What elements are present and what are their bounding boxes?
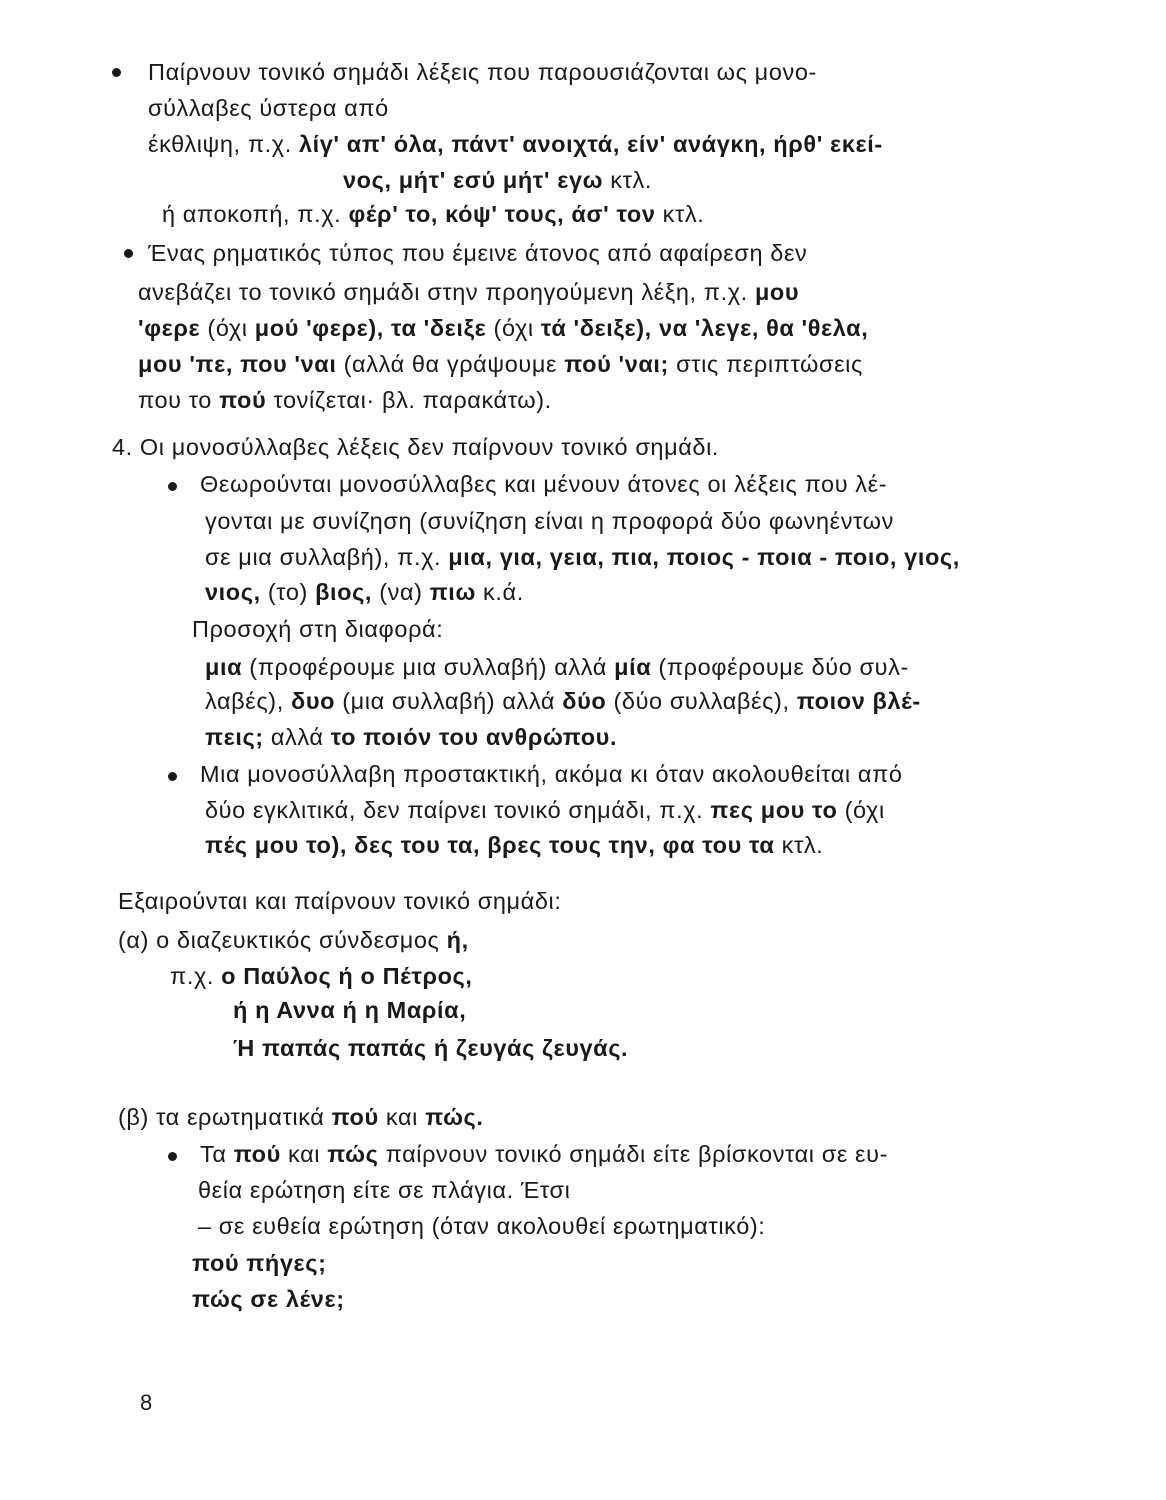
text-line: έκθλιψη, π.χ. λίγ' απ' όλα, πάντ' ανοιχτά, είν' ανάγκη, ήρθ' εκεί- xyxy=(148,131,883,157)
text-line: Θεωρούνται μονοσύλλαβες και μένουν άτονες οι λέξεις που λέ- xyxy=(200,471,888,497)
text-line: Εξαιρούνται και παίρνουν τονικό σημάδι: xyxy=(118,888,562,914)
text-line: θεία ερώτηση είτε σε πλάγια. Έτσι xyxy=(198,1177,571,1203)
text-line: ανεβάζει το τονικό σημάδι στην προηγούμενη λέξη, π.χ. μου xyxy=(138,279,800,305)
text-line: πού πήγες; xyxy=(192,1250,327,1276)
text-line: γονται με συνίζηση (συνίζηση είναι η προφορά δύο φωνηέντων xyxy=(205,508,894,534)
bullet-dot xyxy=(112,68,121,77)
text-line: σε μια συλλαβή), π.χ. μια, για, γεια, πια, ποιος - ποια - ποιο, γιος, xyxy=(205,544,960,570)
text-line: λαβές), δυο (μια συλλαβή) αλλά δύο (δύο συλλαβές), ποιον βλέ- xyxy=(205,688,921,714)
text-line: νος, μήτ' εσύ μήτ' εγω κτλ. xyxy=(343,167,652,193)
text-line: ή η Αννα ή η Μαρία, xyxy=(233,997,467,1023)
bullet-dot xyxy=(124,249,133,258)
text-line: 'φερε (όχι μού 'φερε), τα 'δειξε (όχι τά 'δειξε), να 'λεγε, θα 'θελα, xyxy=(138,315,869,341)
bullet-dot xyxy=(168,1152,177,1161)
text-line: Τα πού και πώς παίρνουν τονικό σημάδι είτε βρίσκονται σε ευ- xyxy=(200,1141,889,1167)
text-line: νιος, (το) βιος, (να) πιω κ.ά. xyxy=(205,579,524,605)
bullet-dot xyxy=(168,772,177,781)
section-heading: 4. Οι μονοσύλλαβες λέξεις δεν παίρνουν τονικό σημάδι. xyxy=(112,434,720,460)
text-line: Ή παπάς παπάς ή ζευγάς ζευγάς. xyxy=(233,1035,629,1061)
text-line: μου 'πε, που 'ναι (αλλά θα γράψουμε πού 'ναι; στις περιπτώσεις xyxy=(138,351,863,377)
text-line: μια (προφέρουμε μια συλλαβή) αλλά μία (προφέρουμε δύο συλ- xyxy=(205,654,909,680)
text-line: σύλλαβες ύστερα από xyxy=(148,95,389,121)
text-line: Προσοχή στη διαφορά: xyxy=(192,616,444,642)
text-line: Ένας ρηματικός τύπος που έμεινε άτονος από αφαίρεση δεν xyxy=(148,240,808,266)
bullet-dot xyxy=(168,482,177,491)
text-line: – σε ευθεία ερώτηση (όταν ακολουθεί ερωτηματικό): xyxy=(198,1213,766,1239)
text-line: (α) ο διαζευκτικός σύνδεσμος ή, xyxy=(118,927,469,953)
text-line: Παίρνουν τονικό σημάδι λέξεις που παρουσιάζονται ως μονο- xyxy=(148,59,817,85)
text-line: δύο εγκλιτικά, δεν παίρνει τονικό σημάδι, π.χ. πες μου το (όχι xyxy=(205,797,885,823)
text-line: πές μου το), δες του τα, βρες τους την, φα του τα κτλ. xyxy=(205,832,824,858)
text-line: ή αποκοπή, π.χ. φέρ' το, κόψ' τους, άσ' τον κτλ. xyxy=(162,201,705,227)
text-line: πώς σε λένε; xyxy=(192,1286,345,1312)
text-line: (β) τα ερωτηματικά πού και πώς. xyxy=(118,1104,484,1130)
text-line: Μια μονοσύλλαβη προστακτική, ακόμα κι όταν ακολουθείται από xyxy=(200,761,903,787)
text-line: που το πού τονίζεται· βλ. παρακάτω). xyxy=(138,387,552,413)
text-line: π.χ. ο Παύλος ή ο Πέτρος, xyxy=(170,963,473,989)
page-number: 8 xyxy=(140,1390,153,1415)
text-line: πεις; αλλά το ποιόν του ανθρώπου. xyxy=(205,724,618,750)
